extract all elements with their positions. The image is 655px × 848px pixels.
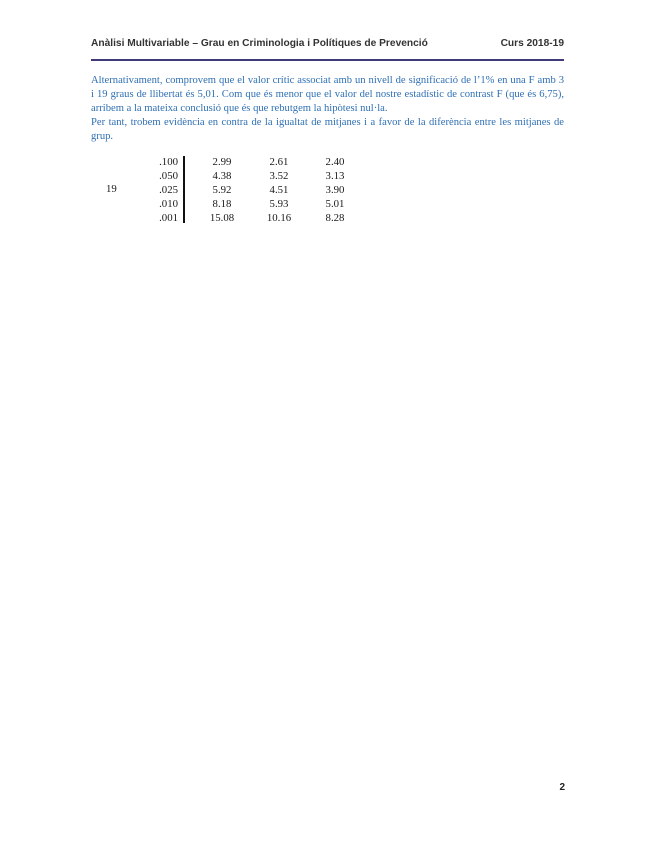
alpha-cell: .025 [159,184,178,196]
table-column-2 [259,155,299,225]
alpha-cell: .050 [159,170,178,182]
table-cell: 2.40 [325,156,345,168]
table-cell: 5.01 [325,198,345,210]
table-cell: 8.18 [212,198,232,210]
table-cell: 3.13 [325,170,345,182]
body-text [91,74,564,144]
table-cell: 4.38 [212,170,232,182]
table-cell: 3.52 [269,170,289,182]
table-cell: 2.99 [212,156,232,168]
alpha-cell: .100 [159,156,178,168]
significance-levels [144,155,178,225]
table-column-1 [202,155,242,225]
course-year: Curs 2018-19 [500,38,564,49]
table-cell: 5.93 [269,198,289,210]
table-cell: 4.51 [269,184,289,196]
table-cell: 8.28 [325,212,345,224]
paragraph-conclusion: Per tant, trobem evidència en contra de la igualtat de mitjanes i a favor de la diferència entre les mitjanes de grup. [91,117,564,142]
table-cell: 3.90 [325,184,345,196]
document-title: Anàlisi Multivariable – Grau en Criminologia i Polítiques de Prevenció [91,38,428,49]
table-cell: 5.92 [212,184,232,196]
table-divider [183,156,185,223]
table-cell: 10.16 [266,212,292,224]
table-column-3 [315,155,355,225]
table-cell: 2.61 [269,156,289,168]
header-rule [91,59,564,61]
alpha-cell: .001 [159,212,178,224]
degrees-of-freedom-label: 19 [106,183,117,195]
table-cell: 15.08 [209,212,235,224]
alpha-cell: .010 [159,198,178,210]
page-number: 2 [559,782,565,793]
paragraph-critical-value: Alternativament, comprovem que el valor crític associat amb un nivell de significació de l’1% en una F amb 3 i 19 graus de llibertat és 5,01. Com que és menor que el valor del nostre estadístic de contrast F (que és 6,75), arribem a la mateixa conclusió que és que rebutgem la hipòtesi nul·la. [91,75,564,114]
